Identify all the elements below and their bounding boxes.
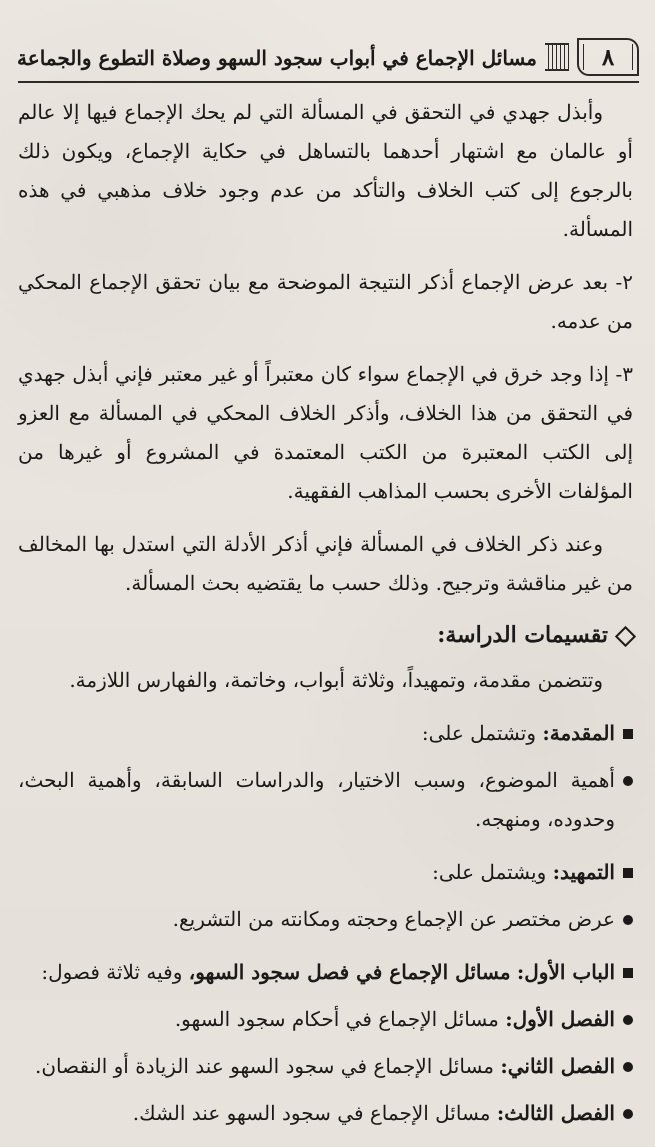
bullet-icon bbox=[623, 915, 633, 925]
tamheed-bullet: عرض مختصر عن الإجماع وحجته ومكانته من التشريع. bbox=[172, 907, 615, 931]
bullet-icon bbox=[623, 1015, 633, 1025]
bab-text-line bbox=[18, 953, 615, 992]
square-icon bbox=[623, 968, 633, 978]
muqaddimah-block bbox=[18, 714, 633, 839]
tamheed-line bbox=[18, 853, 633, 892]
fasl1-text: مسائل الإجماع في أحكام سجود السهو. bbox=[174, 1007, 499, 1031]
header-rule bbox=[18, 81, 639, 83]
tamheed-label: التمهيد: bbox=[552, 860, 615, 884]
diamond-icon bbox=[615, 625, 636, 646]
fasl1-line bbox=[18, 1000, 633, 1039]
square-icon bbox=[623, 868, 633, 878]
fasl1-text-line bbox=[18, 1000, 615, 1039]
page-number-badge bbox=[577, 38, 639, 76]
square-icon bbox=[623, 729, 633, 739]
bab-line bbox=[18, 953, 633, 992]
main-content bbox=[18, 93, 633, 1147]
muqaddimah-line bbox=[18, 714, 633, 753]
tamheed-text: ويشتمل على: bbox=[432, 860, 547, 884]
muqaddimah-label: المقدمة: bbox=[542, 721, 615, 745]
paragraph-1: وأبذل جهدي في التحقق في المسألة التي لم يحك الإجماع فيها إلا عالم أو عالمان مع اشتهار أحدهما بالتساهل في حكاية الإجماع، ويكون ذلك بالرجوع إلى كتب الخلاف والتأكد من عدم وجود خلاف مذهبي في هذه المسألة. bbox=[18, 100, 633, 241]
fasl3-line bbox=[18, 1094, 633, 1133]
fasl3-text: مسائل الإجماع في سجود السهو عند الشك. bbox=[132, 1101, 491, 1125]
tamheed-bullet-line bbox=[18, 900, 633, 939]
bab-text-bold: مسائل الإجماع في فصل سجود السهو، bbox=[188, 960, 511, 984]
header-title: مسائل الإجماع في أبواب سجود السهو وصلاة التطوع والجماعة bbox=[17, 46, 537, 70]
bab-label: الباب الأول: bbox=[516, 960, 615, 984]
paragraph-4: وعند ذكر الخلاف في المسألة فإني أذكر الأدلة التي استدل بها المخالف من غير مناقشة وترجيح. وذلك حسب ما يقتضيه بحث المسألة. bbox=[18, 532, 633, 595]
section-heading-text: تقسيمات الدراسة: bbox=[437, 622, 608, 648]
header-stripes-icon bbox=[545, 43, 569, 71]
paragraph-3: ٣- إذا وجد خرق في الإجماع سواء كان معتبراً أو غير معتبر فإني أبذل جهدي في التحقق من هذا الخلاف، وأذكر الخلاف المحكي في المسألة مع العزو إلى الكتب المعتبرة من الكتب المعتمدة في المشروع أو غيرها من المؤلفات الأخرى بحسب المذاهب الفقهية. bbox=[18, 362, 633, 503]
fasl3-text-line bbox=[18, 1094, 615, 1133]
fasl3-label: الفصل الثالث: bbox=[496, 1101, 615, 1125]
muqaddimah-bullet: أهمية الموضوع، وسبب الاختيار، والدراسات السابقة، وأهمية البحث، وحدوده، ومنهجه. bbox=[18, 768, 615, 831]
study-division-heading bbox=[18, 617, 633, 653]
fasl2-line bbox=[18, 1047, 633, 1086]
page-number: ٨ bbox=[601, 43, 615, 71]
section-intro: وتتضمن مقدمة، وتمهيداً، وثلاثة أبواب، وخاتمة، والفهارس اللازمة. bbox=[69, 668, 603, 692]
bullet-icon bbox=[623, 776, 633, 786]
bab-block bbox=[18, 953, 633, 1133]
muqaddimah-bullet-line bbox=[18, 761, 633, 839]
tamheed-text-line bbox=[18, 853, 615, 892]
bullet-icon bbox=[623, 1109, 633, 1119]
tamheed-block bbox=[18, 853, 633, 939]
paragraph-2: ٢- بعد عرض الإجماع أذكر النتيجة الموضحة مع بيان تحقق الإجماع المحكي من عدمه. bbox=[18, 270, 633, 333]
muqaddimah-text-line bbox=[18, 714, 615, 753]
fasl2-text: مسائل الإجماع في سجود السهو عند الزيادة أو النقصان. bbox=[35, 1054, 495, 1078]
fasl1-label: الفصل الأول: bbox=[505, 1007, 615, 1031]
bab-text-rest: وفيه ثلاثة فصول: bbox=[41, 960, 183, 984]
muqaddimah-text: وتشتمل على: bbox=[421, 721, 536, 745]
page-header bbox=[18, 34, 639, 80]
fasl2-label: الفصل الثاني: bbox=[500, 1054, 615, 1078]
fasl2-text-line bbox=[18, 1047, 615, 1086]
bullet-icon bbox=[623, 1062, 633, 1072]
